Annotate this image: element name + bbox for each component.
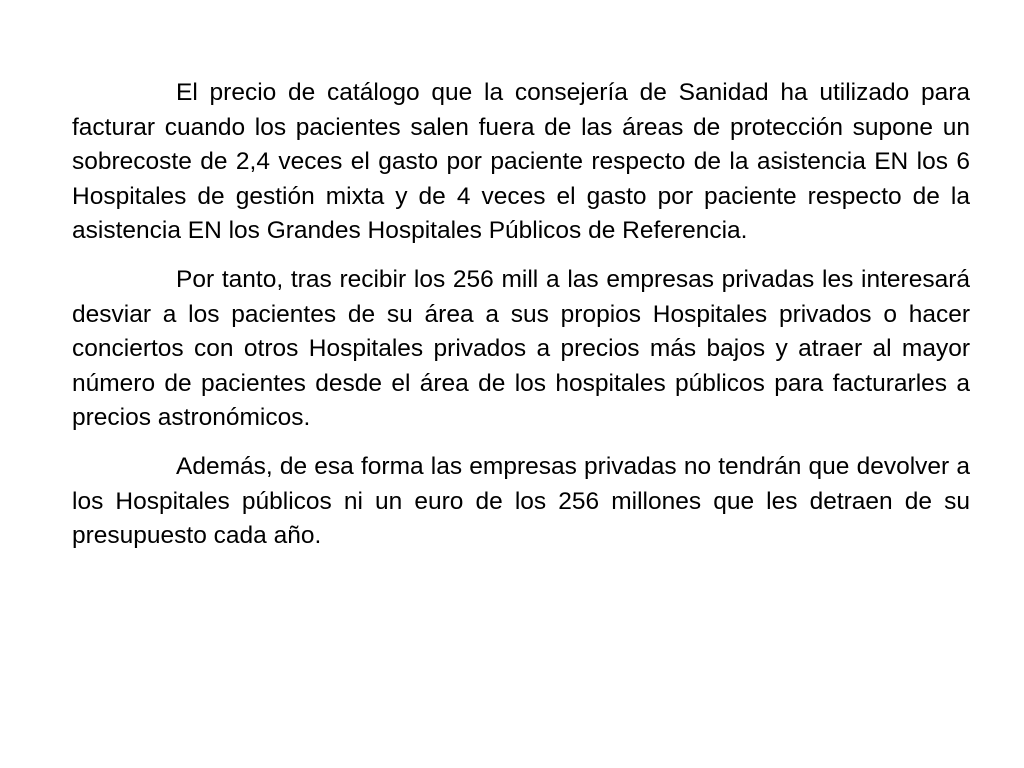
slide-text-body xyxy=(72,76,970,568)
paragraph-private-companies: Por tanto, tras recibir los 256 mill a las empresas privadas les interesará desviar a los pacientes de su área a sus propios Hospitales privados o hacer conciertos con otros Hospitales privados a precios más bajos y atraer al mayor número de pacientes desde el área de los hospitales públicos para facturarles a precios astronómicos. xyxy=(72,265,970,432)
paragraph-return-funds: Además, de esa forma las empresas privadas no tendrán que devolver a los Hospitales públicos ni un euro de los 256 millones que les detraen de su presupuesto cada año. xyxy=(72,452,970,550)
paragraph-catalog-price: El precio de catálogo que la consejería de Sanidad ha utilizado para facturar cuando los pacientes salen fuera de las áreas de protección supone un sobrecoste de 2,4 veces el gasto por paciente respecto de la asistencia EN los 6 Hospitales de gestión mixta y de 4 veces el gasto por paciente respecto de la asistencia EN los Grandes Hospitales Públicos de Referencia. xyxy=(72,79,970,245)
